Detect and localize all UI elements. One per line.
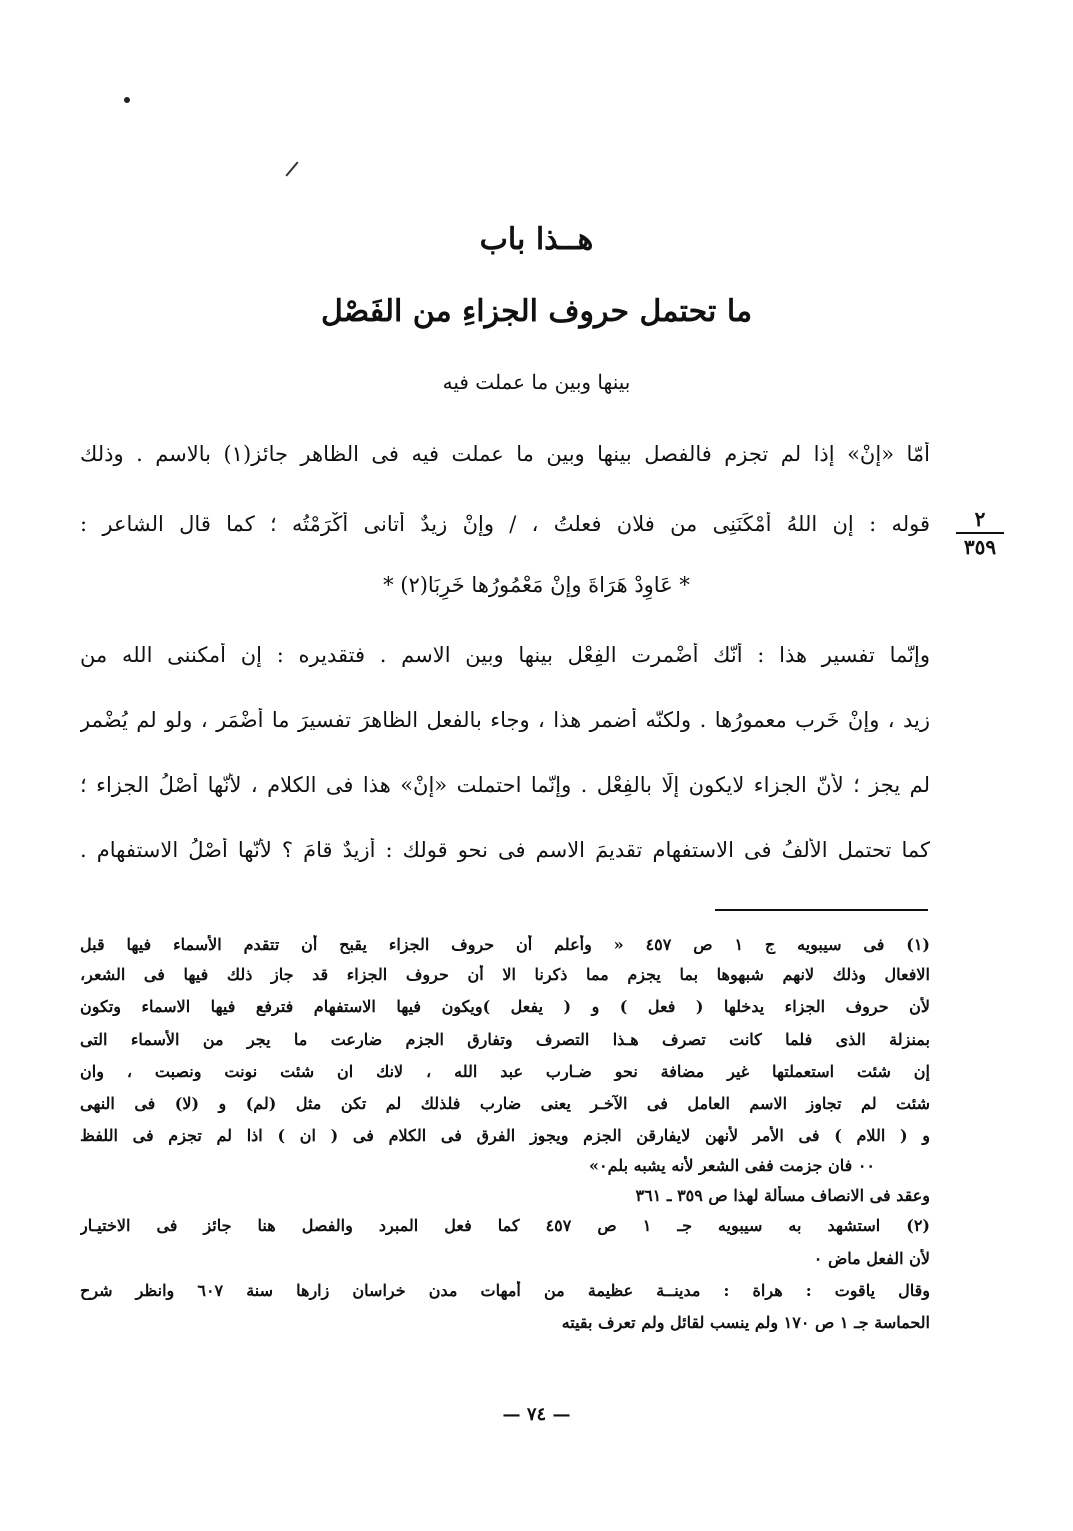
chapter-title: هــذا باب [479, 222, 594, 257]
footnote-line: و ( اللام ) فى الأمر لأنهن لايفارقن الجزم ويجوز الفرق فى الكلام فى ( ان ) اذا لم تجزم فى اللفظ [80, 1126, 930, 1145]
footnote-line: بمنزلة الذى فلما كانت تصرف هـذا التصرف وتفارق الجزم ضارعت ما يجر من الأسماء التى [80, 1030, 930, 1049]
body-line: زيد ، وإنْ خَرِب معمورُها . ولكنّه أضمر هذا ، وجاء بالفعل الظاهرَ تفسيرَ ما أضْمَر ، ولو لم يُضْمر [80, 708, 930, 732]
body-line: أمّا «إنْ» إذا لم تجزم فالفصل بينها وبين ما عملت فيه فى الظاهر جائز(١) بالاسم . وذلك [80, 442, 930, 466]
poetry-verse: * عَاوِدْ هَرَاةَ وإنْ مَعْمُورُها خَرِبَا(٢) * [383, 573, 690, 597]
body-line: كما تحتمل الألفُ فى الاستفهام تقديمَ الاسم فى نحو قولك : أزيدٌ قامَ ؟ لأنّها أصْلُ الاستفهام . [80, 838, 930, 862]
chapter-subtitle: ما تحتمل حروف الجزاءِ من الفَصْل [320, 294, 753, 329]
footnote-line: (١) فى سيبويه ج ١ ص ٤٥٧ « وأعلم أن حروف الجزاء يقبح أن تتقدم الأسماء فيها قبل [80, 935, 930, 954]
footnote-line: شئت لم تجاوز الاسم العامل فى الآخـر يعنى ضارب فلذلك لم تكن مثل (لم) و (لا) فى النهى [80, 1094, 930, 1113]
margin-ref-volume: ٢ [974, 507, 986, 531]
footnote-line: (٢) استشهد به سيبويه جـ ١ ص ٤٥٧ كما فعل المبرد والفصل هنا جائز فى الاختيـار [80, 1216, 930, 1235]
footnote-line: الافعال وذلك لانهم شبهوها بما يجزم مما ذكرنا الا أن حروف الجزاء قد جاز ذلك فيها فى الشعر، [80, 965, 930, 984]
footnote-line: وعقد فى الانصاف مسألة لهذا ص ٣٥٩ ـ ٣٦١ [635, 1186, 930, 1205]
body-line: قوله : إنِ اللهُ أمْكَنَنِى من فلان فعلتُ ، / وإنْ زيدٌ أتانى أكْرَمْتُه ؛ كما قال الشاعر : [80, 512, 930, 536]
footnote-line: إن شئت استعملتها غير مضافة نحو ضـارب عبد الله ، لانك ان شئت نونت ونصبت ، وان [80, 1062, 930, 1081]
footnotes [80, 0, 930, 1400]
chapter-subtitle-continued: بينها وبين ما عملت فيه [442, 370, 631, 394]
page-number: — ٧٤ — [502, 1404, 571, 1425]
footnote-line: ٠٠ فان جزمت ففى الشعر لأنه يشبه بلم٠» [589, 1156, 875, 1175]
footnote-line: وقال ياقوت : هراة : مدينــة عظيمة من أمهات مدن خراسان زارها سنة ٦٠٧ وانظر شرح [80, 1281, 930, 1300]
body-line: وإنّما تفسير هذا : أنّك أضْمرت الفِعْل بينها وبين الاسم . فتقديره : إن أمكننى الله من [80, 643, 930, 667]
body-line: لم يجز ؛ لأنّ الجزاء لايكون إلّا بالفِعْل . وإنّما احتملت «إنْ» هذا فى الكلام ، لأنّها أصْلُ الجزاء ؛ [80, 773, 930, 797]
footnote-line: لأن الفعل ماض ٠ [813, 1249, 930, 1268]
footnote-line: لأن حروف الجزاء يدخلها ( فعل ) و ( يفعل )ويكون فيها الاستفهام فترفع فيها الاسماء وتكون [80, 997, 930, 1016]
margin-ref-rule [956, 532, 1004, 534]
margin-ref-page: ٣٥٩ [963, 535, 997, 559]
margin-page-reference [950, 508, 1010, 558]
footnote-line: الحماسة جـ ١ ص ١٧٠ ولم ينسب لقائل ولم تعرف بقيته [561, 1313, 930, 1332]
